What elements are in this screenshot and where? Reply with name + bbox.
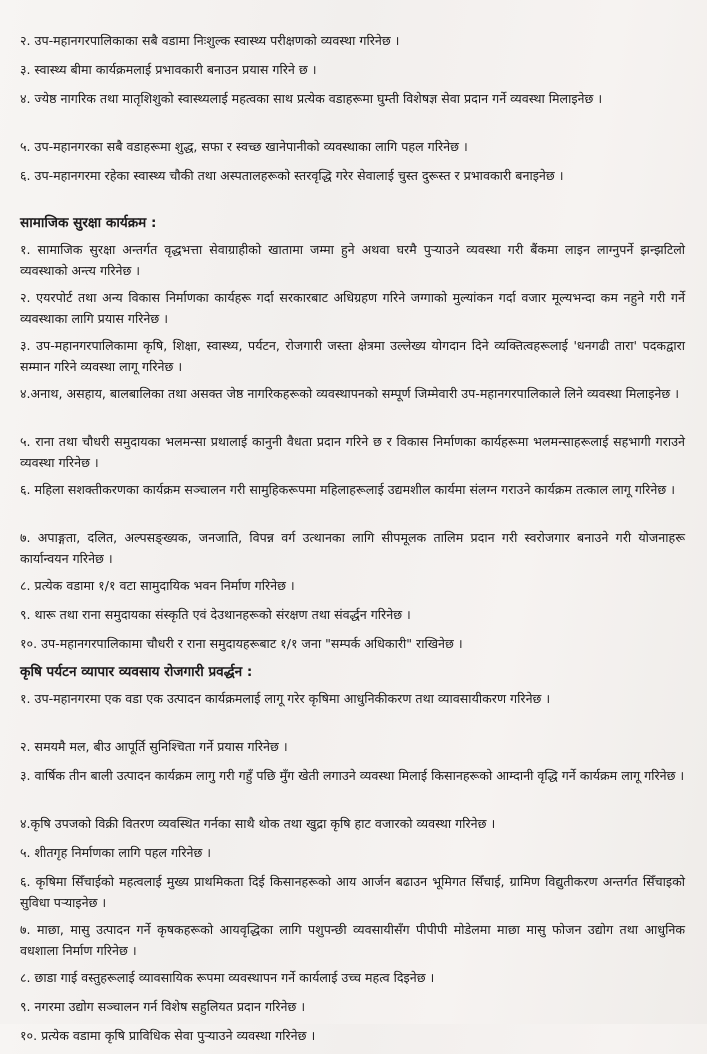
- agri-item-10: १०. प्रत्येक वडामा कृषि प्राविधिक सेवा पुऱ्याउने व्यवस्था गरिनेछ ।: [20, 1028, 316, 1043]
- social-item-6: ६. महिला सशक्तीकरणका कार्यक्रम सञ्चालन गरी सामुहिकरूपमा महिलाहरूलाई उद्यमशील कार्यमा संलग्न गराउने कार्यक्रम तत्काल लागू गरिनेछ ।: [20, 482, 675, 497]
- agriculture-heading: कृषि पर्यटन व्यापार व्यवसाय रोजगारी प्रवर्द्धन :: [20, 664, 253, 680]
- social-item-8: ८. प्रत्येक वडामा १/१ वटा सामुदायिक भवन निर्माण गरिनेछ ।: [20, 578, 295, 593]
- health-item-3: ३. स्वास्थ्य बीमा कार्यक्रमलाई प्रभावकारी बनाउन प्रयास गरिने छ ।: [20, 62, 317, 77]
- social-security-heading: सामाजिक सुरक्षा कार्यक्रम :: [20, 215, 157, 231]
- agri-item-5: ५. शीतगृह निर्माणका लागि पहल गरिनेछ ।: [20, 845, 212, 860]
- agri-item-3: ३. वार्षिक तीन बाली उत्पादन कार्यक्रम लागु गरी गहुँ पछि मुँग खेती लगाउने व्यवस्था मिलाई किसानहरूको आम्दानी वृद्धि गर्ने कार्यक्रम लागू गरिनेछ ।: [20, 768, 685, 783]
- health-item-4: ४. ज्येष्ठ नागरिक तथा मातृशिशुको स्वास्थ्यलाई महत्वका साथ प्रत्येक वडाहरूमा घुम्ती विशेषज्ञ सेवा प्रदान गर्ने व्यवस्था मिलाइनेछ ।: [20, 91, 603, 106]
- social-item-1: १. सामाजिक सुरक्षा अन्तर्गत वृद्धभत्ता सेवाग्राहीको खातामा जम्मा हुने अथवा घरमै पुऱ्याउने व्यवस्था गरी बैंकमा लाइन लाग्नुपर्ने झन्झटिलो व्यवस्थाको अन्त्य गरिनेछ ।: [20, 242, 685, 278]
- agri-item-4: ४.कृषि उपजको विक्री वितरण व्यवस्थित गर्नका साथै थोक तथा खुद्रा कृषि हाट वजारको व्यवस्था गरिनेछ ।: [20, 816, 496, 831]
- social-item-9: ९. थारू तथा राना समुदायका संस्कृति एवं देउथानहरूको संरक्षण तथा संवर्द्धन गरिनेछ ।: [20, 607, 411, 622]
- agri-item-2: २. समयमै मल, बीउ आपूर्ति सुनिश्चिता गर्ने प्रयास गरिनेछ ।: [20, 739, 288, 754]
- social-item-10: १०. उप-महानगरपालिकामा चौधरी र राना समुदायहरूबाट १/१ जना "सम्पर्क अधिकारी" राखिनेछ ।: [20, 636, 463, 651]
- health-item-5: ५. उप-महानगरका सबै वडाहरूमा शुद्ध, सफा र स्वच्छ खानेपानीको व्यवस्थाका लागि पहल गरिनेछ ।: [20, 139, 468, 154]
- social-item-5: ५. राना तथा चौधरी समुदायका भलमन्सा प्रथालाई कानुनी वैधता प्रदान गरिने छ र विकास निर्माणका कार्यहरूमा भलमन्साहरूलाई सहभागी गराउने व्यवस्था गरिनेछ ।: [20, 434, 685, 470]
- agri-item-6: ६. कृषिमा सिँचाईको महत्वलाई मुख्य प्राथमिकता दिई किसानहरूको आय आर्जन बढाउन भूमिगत सिँचाई, ग्रामिण विद्युतीकरण अन्तर्गत सिँचाइको सुविधा पऱ्याइनेछ ।: [20, 874, 685, 910]
- agri-item-9: ९. नगरमा उद्योग सञ्चालन गर्न विशेष सहुलियत प्रदान गरिनेछ ।: [20, 999, 306, 1014]
- social-item-3: ३. उप-महानगरपालिकामा कृषि, शिक्षा, स्वास्थ्य, पर्यटन, रोजगारी जस्ता क्षेत्रमा उल्लेख्य योगदान दिने व्यक्तित्वहरूलाई 'धनगढी तारा' पदकद्वारा सम्मान गरिने व्यवस्था लागू गरिनेछ ।: [20, 338, 685, 374]
- health-item-6: ६. उप-महानगरमा रहेका स्वास्थ्य चौकी तथा अस्पतालहरूको स्तरवृद्धि गरेर सेवालाई चुस्त दुरूस्त र प्रभावकारी बनाइनेछ ।: [20, 168, 564, 183]
- agri-item-7: ७. माछा, मासु उत्पादन गर्ने कृषकहरूको आयवृद्धिका लागि पशुपन्छी व्यवसायीसँग पीपीपी मोडेलमा माछा मासु फोजन उद्योग तथा आधुनिक वधशाला निर्माण गरिनेछ ।: [20, 922, 685, 958]
- social-item-2: २. एयरपोर्ट तथा अन्य विकास निर्माणका कार्यहरू गर्दा सरकारबाट अधिग्रहण गरिने जग्गाको मुल्यांकन गर्दा वजार मूल्यभन्दा कम नहुने गरी गर्ने व्यवस्थाका लागि प्रयास गरिनेछ ।: [20, 290, 685, 326]
- agri-item-8: ८. छाडा गाई वस्तुहरूलाई व्यावसायिक रूपमा व्यवस्थापन गर्ने कार्यलाई उच्च महत्व दिइनेछ ।: [20, 970, 435, 985]
- social-item-4: ४.अनाथ, असहाय, बालबालिका तथा असक्त जेष्ठ नागरिकहरूको व्यवस्थापनको सम्पूर्ण जिम्मेवारी उप-महानगरपालिकाले लिने व्यवस्था मिलाइनेछ ।: [20, 386, 679, 401]
- social-item-7: ७. अपाङ्गता, दलित, अल्पसङ्ख्यक, जनजाति, विपन्न वर्ग उत्थानका लागि सीपमूलक तालिम प्रदान गरी स्वरोजगार बनाउने गरी योजनाहरू कार्यान्वयन गरिनेछ ।: [20, 530, 685, 566]
- agri-item-1: १. उप-महानगरमा एक वडा एक उत्पादन कार्यक्रमलाई लागू गरेर कृषिमा आधुनिकीकरण तथा व्यावसायीकरण गरिनेछ ।: [20, 691, 551, 706]
- health-item-2: २. उप-महानगरपालिकाका सबै वडामा निःशुल्क स्वास्थ्य परीक्षणको व्यवस्था गरिनेछ ।: [20, 33, 400, 48]
